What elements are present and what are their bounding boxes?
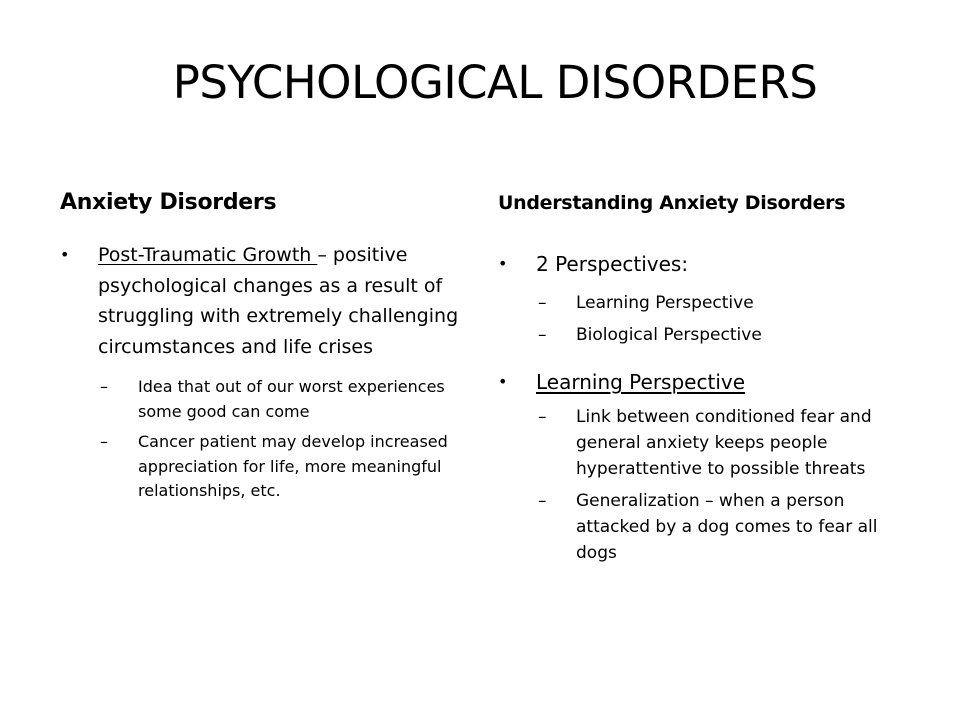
dash-icon: –	[538, 293, 547, 313]
dash-icon: –	[538, 325, 547, 345]
bullet-item-post-traumatic-growth	[60, 240, 460, 362]
sub-bullet-text: Link between conditioned fear and general anxiety keeps people hyperattentive to possible threats	[576, 407, 872, 479]
sub-bullet-text: Learning Perspective	[576, 293, 754, 313]
dash-icon: –	[538, 491, 547, 511]
sub-bullet-item	[498, 404, 908, 482]
slide-title: PSYCHOLOGICAL DISORDERS	[172, 56, 818, 109]
sub-bullet-text: Biological Perspective	[576, 325, 762, 345]
bullet-text: 2 Perspectives:	[536, 252, 689, 276]
sub-bullet-item	[498, 488, 908, 566]
sub-bullet-item	[498, 322, 908, 348]
term-post-traumatic-growth: Post-Traumatic Growth	[98, 244, 318, 266]
bullet-item-perspectives	[498, 248, 908, 280]
bullet-text: Learning Perspective	[536, 370, 746, 394]
sub-bullet-item	[60, 430, 460, 504]
definition-post-traumatic-growth: – positive psychological changes as a result of struggling with extremely challenging circumstances and life crises	[98, 244, 459, 358]
sub-bullet-text: Cancer patient may develop increased appreciation for life, more meaningful relationships, etc.	[138, 432, 448, 500]
left-column	[60, 188, 460, 504]
sub-bullet-text: Idea that out of our worst experiences some good can come	[138, 377, 445, 421]
bullet-icon: •	[498, 372, 508, 391]
dash-icon: –	[100, 377, 108, 396]
right-column-heading: Understanding Anxiety Disorders	[498, 192, 846, 214]
sub-bullet-text: Generalization – when a person attacked by a dog comes to fear all dogs	[576, 491, 878, 563]
sub-bullet-item	[60, 375, 460, 424]
sub-bullet-item	[498, 290, 908, 316]
right-column	[498, 188, 908, 566]
bullet-item-learning-perspective	[498, 366, 908, 398]
bullet-icon: •	[498, 254, 508, 273]
dash-icon: –	[100, 432, 108, 451]
left-column-heading: Anxiety Disorders	[60, 190, 277, 215]
bullet-icon: •	[60, 245, 70, 264]
dash-icon: –	[538, 407, 547, 427]
